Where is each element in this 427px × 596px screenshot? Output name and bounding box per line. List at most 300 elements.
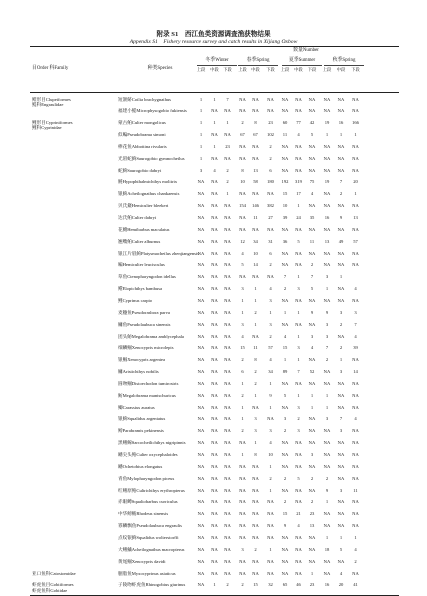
count-cell: NA (211, 226, 218, 232)
count-cell: NA (197, 546, 205, 552)
species-name: 银鮈Acheilognathus chankaensis (118, 191, 180, 197)
count-cell: 4 (269, 286, 272, 292)
count-cell: 11 (309, 238, 315, 244)
count-cell: NA (281, 404, 289, 410)
count-cell: 75 (309, 179, 315, 185)
count-cell: 27 (268, 215, 273, 220)
count-cell: NA (295, 297, 302, 303)
count-cell: NA (197, 452, 205, 457)
count-cell: NA (224, 523, 231, 529)
segment-header: 下段 (223, 67, 232, 72)
count-cell: 1 (199, 143, 203, 149)
count-cell: NA (323, 250, 331, 256)
count-cell: 1 (269, 309, 272, 315)
count-cell: 3 (325, 321, 329, 327)
count-cell: NA (252, 274, 259, 280)
count-cell: NA (239, 511, 246, 517)
count-cell: NA (323, 226, 331, 232)
count-cell: NA (281, 452, 289, 457)
species-name: 银鲴Xenocypris argentea (118, 357, 165, 363)
count-cell: NA (197, 321, 205, 327)
species-name: 团头鲂Megalobrama amblycephala (118, 333, 184, 339)
count-cell: NA (337, 452, 345, 457)
count-cell: NA (308, 297, 316, 303)
count-cell: 1 (325, 132, 329, 138)
count-cell: 1 (310, 570, 314, 576)
count-cell: NA (197, 582, 205, 588)
species-name: 银鮈Squalidus argentatus (118, 416, 166, 422)
count-cell: NA (224, 428, 231, 434)
count-cell: NA (352, 108, 359, 114)
count-cell: 16 (338, 120, 344, 126)
count-cell: 5 (310, 132, 314, 138)
order-name: 虾虎鱼目Gobiiformes (32, 582, 74, 588)
species-name: 花䱻Hemibarbus maculatus (118, 226, 170, 232)
count-cell: NA (211, 215, 218, 220)
order-name: 亚口鱼科Catostomidae (32, 570, 76, 576)
count-cell: NA (224, 155, 231, 161)
count-cell: NA (295, 167, 302, 173)
count-cell: NA (252, 558, 259, 564)
count-cell: 5 (297, 238, 300, 244)
count-cell: 4 (241, 250, 244, 256)
species-name: 鳡尖头鲌Culter oxycephaloides (118, 452, 178, 457)
species-name: 大鳍鱊Acheilognathus macropterus (118, 546, 185, 552)
count-cell: NA (308, 428, 316, 434)
count-cell: NA (211, 191, 218, 197)
count-cell: NA (295, 440, 302, 446)
count-cell: 20 (353, 179, 358, 185)
count-cell: NA (211, 392, 218, 398)
count-cell: 3 (339, 487, 343, 493)
count-cell: NA (337, 380, 345, 386)
count-cell: 1 (310, 392, 314, 398)
count-cell: 11 (253, 345, 258, 351)
count-cell: 1 (339, 274, 343, 280)
count-cell: NA (337, 463, 345, 469)
count-cell: NA (239, 191, 246, 197)
count-cell: 3 (269, 321, 272, 327)
count-cell: 9 (339, 215, 343, 220)
species-name: 达氏鲌Culter dabryi (118, 215, 157, 220)
count-cell: 34 (253, 238, 258, 244)
count-cell: NA (323, 570, 331, 576)
count-cell: 1 (325, 286, 329, 292)
count-cell: NA (197, 286, 205, 292)
count-cell: 1 (297, 333, 300, 339)
count-cell: NA (211, 570, 218, 576)
count-cell: 1 (325, 404, 329, 410)
count-cell: NA (323, 143, 331, 149)
count-cell: NA (224, 274, 231, 280)
count-cell: NA (267, 274, 274, 280)
count-cell: NA (352, 570, 359, 576)
count-cell: NA (224, 309, 231, 315)
count-cell: NA (352, 262, 359, 268)
count-cell: 3 (325, 333, 329, 339)
count-cell: NA (224, 369, 231, 375)
count-cell: NA (239, 534, 246, 540)
count-cell: NA (252, 487, 259, 493)
count-cell: 9 (325, 309, 329, 315)
count-cell: NA (281, 534, 289, 540)
count-cell: NA (352, 475, 359, 481)
count-cell: 4 (310, 191, 314, 197)
count-cell: NA (295, 108, 302, 114)
count-cell: 3 (310, 333, 314, 339)
count-cell: 154 (239, 203, 246, 209)
count-cell: 67 (253, 132, 258, 138)
count-cell: NA (281, 226, 289, 232)
count-cell: NA (252, 534, 259, 540)
species-name: 棒花鱼Abbottina rivularis (118, 143, 167, 149)
count-cell: NA (224, 286, 231, 292)
count-cell: NA (211, 369, 218, 375)
count-cell: NA (197, 345, 205, 351)
count-cell: NA (224, 357, 231, 363)
count-cell: NA (337, 250, 345, 256)
count-cell: NA (323, 262, 331, 268)
count-cell: NA (281, 297, 289, 303)
count-cell: NA (211, 238, 218, 244)
count-cell: NA (352, 357, 359, 363)
count-cell: NA (224, 416, 231, 422)
count-cell: 2 (310, 475, 314, 481)
count-cell: NA (197, 250, 205, 256)
count-cell: 24 (296, 215, 301, 220)
count-cell: NA (308, 463, 316, 469)
count-cell: NA (252, 226, 259, 232)
count-cell: NA (352, 380, 359, 386)
count-cell: NA (323, 369, 331, 375)
count-cell: 3 (325, 416, 329, 422)
count-cell: NA (211, 274, 218, 280)
count-cell: NA (352, 96, 359, 102)
count-cell: 11 (282, 132, 288, 138)
species-name: 胭脂鱼Myxocyprinus asiaticus (118, 570, 176, 576)
species-name: 赤眼鳟Squaliobarbus curriculus (118, 499, 178, 505)
count-cell: 1 (254, 440, 257, 446)
count-cell: 3 (241, 286, 244, 292)
count-cell: 1 (241, 416, 244, 422)
count-cell: 319 (295, 179, 302, 185)
count-cell: NA (211, 297, 218, 303)
count-cell: NA (337, 297, 345, 303)
count-cell: 2 (254, 380, 257, 386)
count-cell: 3 (339, 369, 343, 375)
count-cell: NA (352, 523, 359, 529)
species-name: 寡鳞飘鱼Pseudolaubuca engraulis (118, 523, 182, 529)
count-cell: NA (308, 487, 316, 493)
count-cell: 36 (282, 238, 288, 244)
count-cell: NA (224, 475, 231, 481)
count-cell: NA (211, 404, 218, 410)
count-cell: NA (295, 143, 302, 149)
count-cell: NA (252, 404, 259, 410)
count-cell: NA (267, 558, 274, 564)
species-name: 鳤Elopichthys bambusa (118, 286, 163, 292)
count-cell: 7 (339, 416, 343, 422)
count-cell: NA (197, 179, 205, 185)
count-cell: NA (197, 428, 205, 434)
count-cell: NA (211, 203, 218, 209)
count-cell: 11 (253, 215, 258, 220)
count-cell: NA (308, 167, 316, 173)
count-cell: 1 (297, 309, 300, 315)
count-cell: NA (239, 570, 246, 576)
count-cell: NA (252, 191, 259, 197)
count-cell: NA (337, 203, 345, 209)
count-cell: 1 (241, 297, 244, 303)
count-cell: NA (252, 511, 259, 517)
count-cell: NA (295, 321, 302, 327)
count-cell: 31 (268, 238, 273, 244)
count-cell: NA (352, 392, 359, 398)
table-rule (30, 92, 399, 93)
count-cell: 7 (310, 274, 314, 280)
count-cell: NA (211, 262, 218, 268)
count-cell: 2 (226, 582, 229, 588)
count-cell: 15 (282, 191, 288, 197)
count-cell: NA (239, 274, 246, 280)
count-cell: 9 (269, 392, 272, 398)
count-cell: NA (211, 463, 218, 469)
count-cell: 2 (269, 143, 272, 149)
count-cell: 16 (324, 582, 330, 588)
count-cell: NA (211, 357, 218, 363)
family-name: 鲤科Cyprinidae (32, 125, 62, 131)
count-cell: 1 (199, 132, 203, 138)
count-cell: 13 (353, 215, 358, 220)
count-cell: 5 (339, 546, 343, 552)
count-cell: 19 (324, 120, 330, 126)
count-cell: 2 (241, 392, 244, 398)
count-cell: 3 (199, 167, 203, 173)
count-cell: NA (197, 191, 205, 197)
count-cell: 32 (268, 582, 273, 588)
count-cell: 15 (240, 345, 245, 351)
count-cell: NA (211, 321, 218, 327)
count-cell: NA (308, 558, 316, 564)
count-cell: 1 (213, 143, 216, 149)
count-cell: NA (308, 440, 316, 446)
count-cell: 9 (325, 487, 329, 493)
count-cell: 2 (283, 499, 287, 505)
count-cell: NA (224, 546, 231, 552)
count-cell: 52 (309, 369, 315, 375)
count-cell: 2 (269, 333, 272, 339)
count-cell: 1 (339, 132, 343, 138)
order-family-header: 目Order 科Family (32, 66, 69, 71)
species-name: 点纹银鮈Squalidus wolterstorffi (118, 534, 179, 540)
count-cell: 3 (354, 309, 357, 315)
count-cell: NA (337, 155, 345, 161)
count-cell: NA (323, 463, 331, 469)
count-cell: NA (197, 440, 205, 446)
count-cell: 6 (269, 250, 272, 256)
count-cell: 3 (339, 309, 343, 315)
count-cell: NA (295, 250, 302, 256)
count-cell: NA (295, 499, 302, 505)
count-cell: NA (239, 143, 246, 149)
count-cell: NA (252, 143, 259, 149)
species-name: 短颌鲚Coilia brachygnathus (118, 96, 171, 102)
count-cell: NA (281, 250, 289, 256)
count-cell: NA (211, 487, 218, 493)
count-cell: NA (224, 570, 231, 576)
count-cell: 14 (353, 369, 358, 375)
count-cell: 42 (309, 120, 315, 126)
count-cell: 8 (241, 167, 244, 173)
count-cell: 2 (269, 262, 272, 268)
count-cell: 192 (281, 179, 289, 185)
count-cell: 180 (267, 179, 274, 185)
count-cell: 2 (297, 416, 300, 422)
count-cell: NA (197, 511, 205, 517)
count-cell: 3 (297, 404, 300, 410)
count-cell: 3 (241, 321, 244, 327)
table-title-en: Appendix S1 Fishery resource survey and catch results in Xijiang Oxbow (129, 39, 298, 45)
count-cell: 1 (226, 191, 229, 197)
count-cell: NA (337, 286, 345, 292)
count-cell: NA (267, 226, 274, 232)
count-cell: 2 (269, 155, 272, 161)
count-cell: NA (308, 203, 316, 209)
family-name: 虾虎鱼科Gobiidae (32, 587, 68, 593)
count-cell: 2 (283, 286, 287, 292)
count-cell: NA (252, 475, 259, 481)
species-name: 草鱼Ctenopharyngodon idellus (118, 274, 176, 280)
count-cell: NA (352, 428, 359, 434)
count-cell: NA (323, 558, 331, 564)
segment-header: 中段 (294, 67, 303, 72)
count-cell: NA (337, 143, 345, 149)
count-cell: NA (352, 167, 359, 173)
count-cell: NA (224, 558, 231, 564)
count-cell: 2 (325, 357, 329, 363)
count-cell: NA (239, 440, 246, 446)
count-cell: NA (281, 440, 289, 446)
count-cell: 35 (309, 215, 315, 220)
count-cell: 1 (269, 487, 272, 493)
count-cell: NA (281, 558, 289, 564)
count-cell: NA (281, 96, 289, 102)
count-cell: NA (267, 108, 274, 114)
count-cell: 1 (269, 546, 272, 552)
count-cell: 1 (199, 96, 203, 102)
count-cell: NA (281, 487, 289, 493)
count-cell: 2 (254, 546, 257, 552)
count-cell: NA (323, 511, 331, 517)
count-cell: NA (224, 511, 231, 517)
count-cell: 39 (353, 345, 358, 351)
segment-header: 下段 (266, 67, 275, 72)
count-cell: NA (308, 416, 316, 422)
count-cell: 1 (354, 534, 357, 540)
count-cell: 6 (241, 369, 244, 375)
count-cell: NA (337, 499, 345, 505)
segment-header: 中段 (210, 67, 219, 72)
count-cell: NA (352, 404, 359, 410)
count-cell: NA (239, 558, 246, 564)
count-cell: NA (308, 108, 316, 114)
count-cell: NA (197, 487, 205, 493)
count-cell: 8 (254, 357, 257, 363)
count-cell: 2 (310, 499, 314, 505)
count-cell: NA (295, 262, 302, 268)
count-cell: NA (281, 155, 289, 161)
count-cell: 1 (325, 392, 329, 398)
count-cell: 1 (269, 380, 272, 386)
count-cell: 4 (354, 333, 357, 339)
count-cell: NA (252, 108, 259, 114)
count-cell: NA (197, 333, 205, 339)
count-cell: NA (308, 250, 316, 256)
count-cell: NA (295, 226, 302, 232)
count-cell: NA (197, 203, 205, 209)
count-cell: NA (211, 558, 218, 564)
count-cell: 1 (283, 357, 287, 363)
count-cell: NA (352, 463, 359, 469)
order-name: 鲱形目Clupeiformes (32, 96, 71, 102)
count-cell: 1 (226, 120, 229, 126)
count-cell: 1 (269, 404, 272, 410)
count-cell: NA (252, 333, 259, 339)
count-cell: 2 (283, 428, 287, 434)
segment-header: 上段 (238, 67, 247, 72)
species-name: 黄尾鲴Xenocypris davidi (118, 558, 166, 564)
segment-header: 上段 (322, 67, 332, 72)
count-cell: NA (224, 534, 231, 540)
count-cell: 3 (297, 428, 300, 434)
count-cell: NA (308, 546, 316, 552)
count-cell: 1 (339, 357, 343, 363)
count-cell: NA (281, 380, 289, 386)
species-name: 子陵吻虾虎鱼Rhinogobius giurinus (118, 582, 186, 588)
count-cell: NA (239, 96, 246, 102)
count-cell: 1 (269, 463, 272, 469)
count-cell: NA (197, 215, 205, 220)
count-cell: 3 (254, 428, 257, 434)
count-cell: NA (211, 333, 218, 339)
count-cell: NA (224, 333, 231, 339)
segment-header: 下段 (351, 67, 360, 72)
count-cell: NA (295, 570, 302, 576)
count-cell: NA (224, 440, 231, 446)
count-cell: NA (211, 132, 218, 138)
count-cell: 67 (240, 132, 245, 138)
count-cell: 7 (354, 321, 357, 327)
count-cell: NA (197, 534, 205, 540)
count-cell: NA (211, 511, 218, 517)
segment-header: 上段 (280, 67, 290, 72)
count-cell: 13 (324, 238, 330, 244)
count-cell: 7 (297, 369, 300, 375)
count-cell: NA (224, 499, 231, 505)
count-cell: 4 (354, 286, 357, 292)
count-cell: 1 (213, 582, 216, 588)
count-cell: NA (337, 226, 345, 232)
count-cell: 146 (252, 203, 259, 209)
count-cell: NA (267, 511, 274, 517)
count-cell: NA (211, 534, 218, 540)
count-cell: NA (239, 487, 246, 493)
count-cell: NA (239, 215, 246, 220)
count-cell: NA (224, 238, 231, 244)
count-cell: 2 (241, 120, 244, 126)
count-cell: 5 (297, 475, 300, 481)
count-cell: 2 (269, 475, 272, 481)
